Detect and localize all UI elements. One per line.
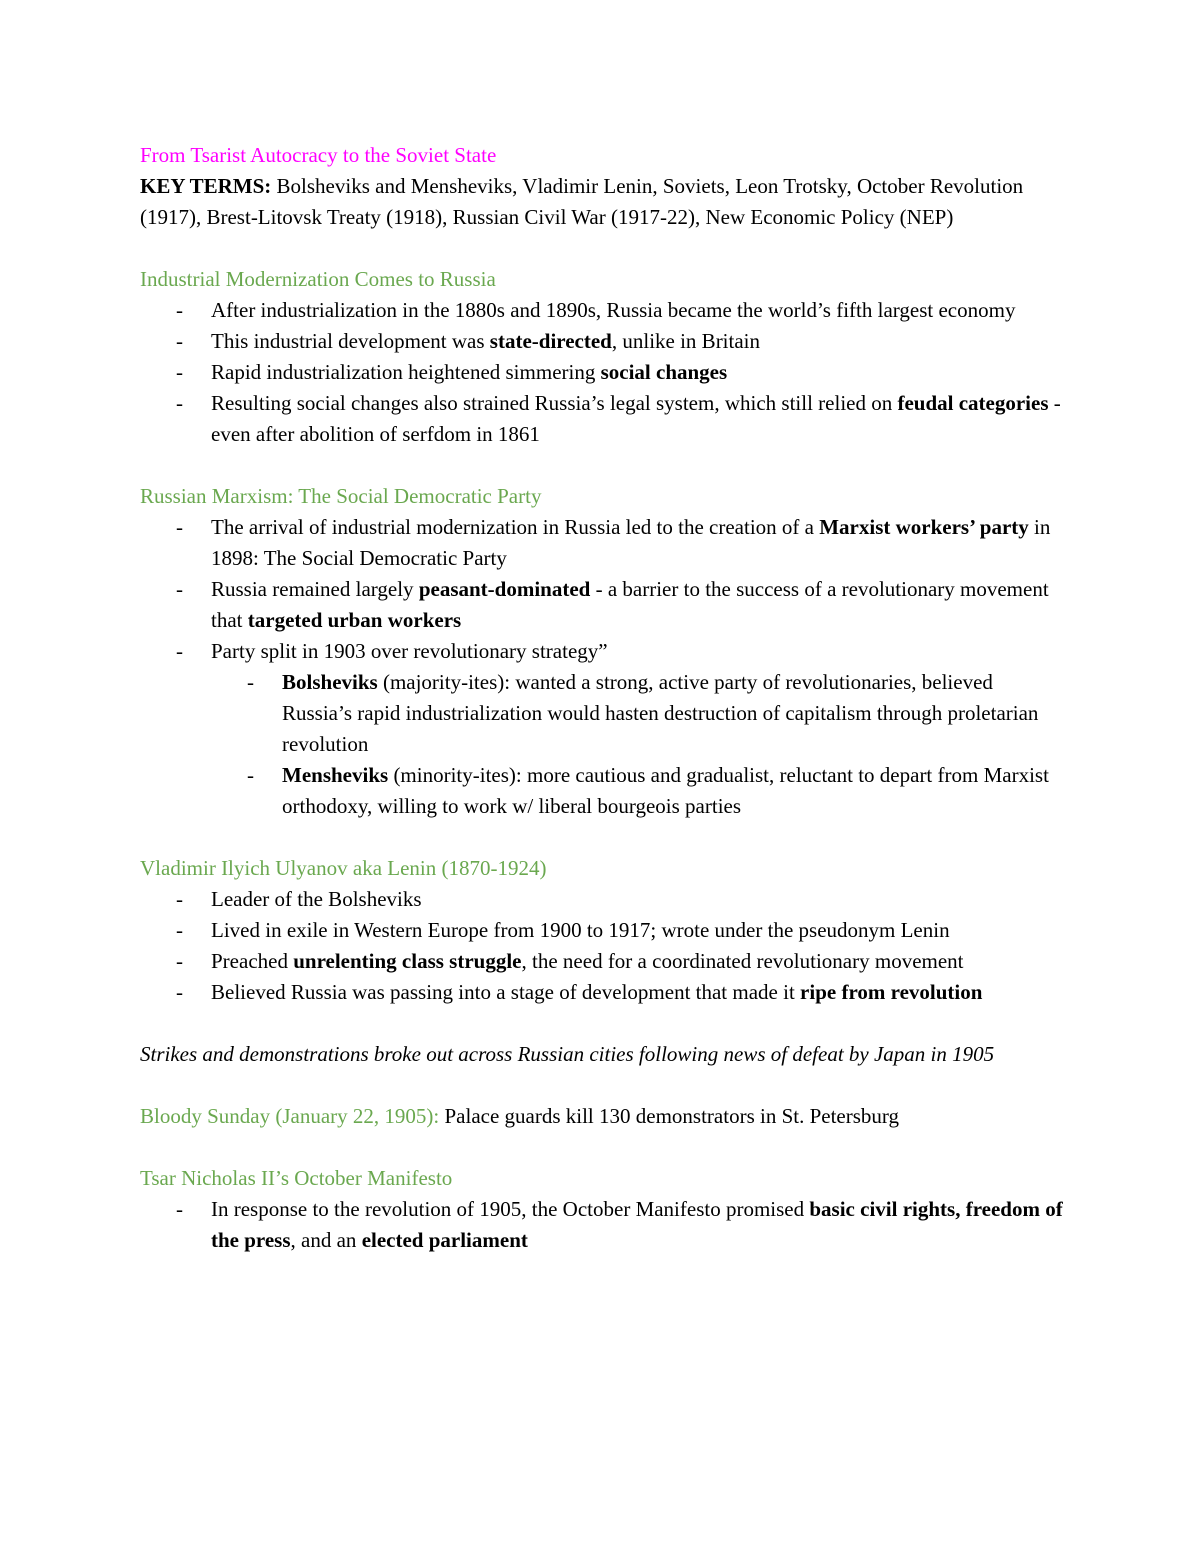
sub-list-item xyxy=(211,667,1065,760)
list-item-text: - even after abolition of serfdom in 1861 xyxy=(211,391,1061,446)
dash-bullet: - xyxy=(176,887,183,911)
list-item-bold: targeted urban workers xyxy=(247,608,462,632)
list-item-text: The arrival of industrial modernization in Russia led to the creation of a xyxy=(211,515,820,539)
sub-list-item xyxy=(211,760,1065,822)
bloody-sunday xyxy=(140,1101,1065,1132)
list-item-bold: social changes xyxy=(600,360,728,384)
list-item-bold: Bolsheviks xyxy=(282,670,378,694)
list-item-bold: elected parliament xyxy=(361,1228,528,1252)
list-item-text: Lived in exile in Western Europe from 1900 to 1917; wrote under the pseudonym Lenin xyxy=(211,918,950,942)
list-item-bold: basic civil rights, freedom of the press xyxy=(211,1197,1063,1252)
list-item-text: - a barrier to the success of a revolutionary movement that xyxy=(211,577,1049,632)
list-item xyxy=(140,574,1065,636)
dash-bullet: - xyxy=(176,980,183,1004)
key-terms-label: KEY TERMS: xyxy=(140,174,272,198)
strikes-note xyxy=(140,1039,1065,1070)
list-item xyxy=(140,357,1065,388)
list-item xyxy=(140,915,1065,946)
list-item-bold: unrelenting class struggle xyxy=(293,949,522,973)
section-list-lenin xyxy=(140,884,1065,1008)
list-item-text: Resulting social changes also strained Russia’s legal system, which still relied on xyxy=(211,391,898,415)
list-item xyxy=(140,946,1065,977)
list-item-text: , the need for a coordinated revolutionary movement xyxy=(521,949,964,973)
list-item-text: After industrialization in the 1880s and 1890s, Russia became the world’s fifth largest economy xyxy=(211,298,1016,322)
dash-bullet: - xyxy=(176,639,183,663)
dash-bullet: - xyxy=(176,391,183,415)
dash-bullet: - xyxy=(176,329,183,353)
list-item-text: Rapid industrialization heightened simmering xyxy=(211,360,601,384)
spacer xyxy=(140,233,1065,264)
list-item xyxy=(140,326,1065,357)
section-list-october-manifesto xyxy=(140,1194,1065,1256)
key-terms-text: Bolsheviks and Mensheviks, Vladimir Lenin, Soviets, Leon Trotsky, October Revolution (1917), Brest-Litovsk Treaty (1918), Russian Civil War (1917-22), New Economic Policy (NEP) xyxy=(140,174,1024,229)
document-title: From Tsarist Autocracy to the Soviet State xyxy=(140,143,497,167)
sub-list-party-split xyxy=(247,667,1065,822)
bloody-sunday-heading: Bloody Sunday (January 22, 1905): xyxy=(140,1104,440,1128)
list-item-text: in 1898: The Social Democratic Party xyxy=(211,515,1051,570)
dash-bullet: - xyxy=(176,918,183,942)
list-item xyxy=(140,977,1065,1008)
spacer xyxy=(140,822,1065,853)
dash-bullet: - xyxy=(176,949,183,973)
list-item-text: Leader of the Bolsheviks xyxy=(211,887,422,911)
list-item-text: Preached xyxy=(211,949,294,973)
dash-bullet: - xyxy=(176,515,183,539)
list-item-text: , and an xyxy=(290,1228,362,1252)
list-item xyxy=(140,636,1065,822)
dash-bullet: - xyxy=(176,298,183,322)
list-item-bold: state-directed xyxy=(489,329,612,353)
section-heading-marxism: Russian Marxism: The Social Democratic Party xyxy=(140,484,542,508)
spacer xyxy=(140,1132,1065,1163)
bloody-sunday-text: Palace guards kill 130 demonstrators in St. Petersburg xyxy=(439,1104,900,1128)
list-item xyxy=(140,512,1065,574)
list-item-bold: feudal categories xyxy=(897,391,1049,415)
document-page xyxy=(140,140,1065,1256)
section-list-marxism xyxy=(140,512,1065,822)
list-item xyxy=(140,884,1065,915)
dash-bullet: - xyxy=(176,360,183,384)
spacer xyxy=(140,450,1065,481)
list-item-text: Party split in 1903 over revolutionary strategy” xyxy=(211,639,608,663)
list-item-text: This industrial development was xyxy=(211,329,490,353)
key-terms xyxy=(140,171,1065,233)
list-item-bold: Marxist workers’ party xyxy=(819,515,1029,539)
section-list-industrial xyxy=(140,295,1065,450)
dash-bullet: - xyxy=(247,670,254,694)
list-item-text: Believed Russia was passing into a stage of development that made it xyxy=(211,980,801,1004)
list-item xyxy=(140,388,1065,450)
list-item-bold: peasant-dominated xyxy=(418,577,591,601)
spacer xyxy=(140,1008,1065,1039)
list-item-text: (minority-ites): more cautious and gradualist, reluctant to depart from Marxist orthodoxy, willing to work w/ liberal bourgeois parties xyxy=(282,763,1049,818)
section-heading-lenin: Vladimir Ilyich Ulyanov aka Lenin (1870-1924) xyxy=(140,856,547,880)
list-item-text: , unlike in Britain xyxy=(611,329,761,353)
list-item-text: Russia remained largely xyxy=(211,577,419,601)
list-item xyxy=(140,295,1065,326)
list-item-text: In response to the revolution of 1905, the October Manifesto promised xyxy=(211,1197,810,1221)
spacer xyxy=(140,1070,1065,1101)
list-item-bold: Mensheviks xyxy=(282,763,389,787)
list-item-bold: ripe from revolution xyxy=(800,980,983,1004)
list-item-text: (majority-ites): wanted a strong, active party of revolutionaries, believed Russia’s rapid industrialization would hasten destruction of capitalism through proletarian revolution xyxy=(282,670,1039,756)
dash-bullet: - xyxy=(176,577,183,601)
dash-bullet: - xyxy=(176,1197,183,1221)
dash-bullet: - xyxy=(247,763,254,787)
strikes-note-text: Strikes and demonstrations broke out across Russian cities following news of defeat by Japan in 1905 xyxy=(140,1042,995,1066)
section-heading-october-manifesto: Tsar Nicholas II’s October Manifesto xyxy=(140,1166,453,1190)
list-item xyxy=(140,1194,1065,1256)
section-heading-industrial: Industrial Modernization Comes to Russia xyxy=(140,267,496,291)
